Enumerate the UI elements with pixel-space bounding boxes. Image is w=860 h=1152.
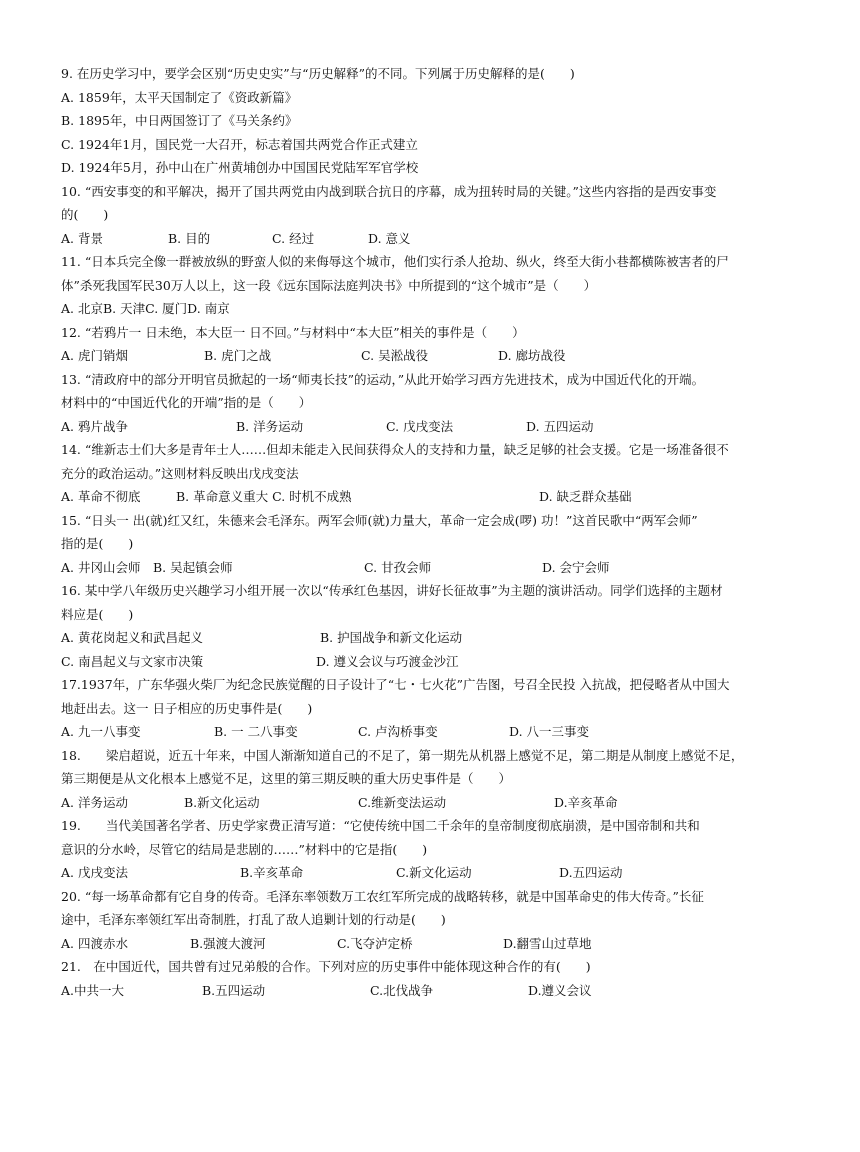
question-13-stem-line2: 材料中的“中国近代化的开端”指的是（ ） [61, 395, 312, 410]
question-21-option-c: C.北伐战争 [370, 983, 434, 998]
question-10-option-d: D. 意义 [368, 231, 411, 246]
question-21-option-a: A.中共一大 [61, 983, 125, 998]
question-13-option-c: C. 戊戌变法 [386, 419, 454, 434]
question-12-stem: 12. “若鸦片一 日未绝，本大臣一 日不回。”与材料中“本大臣”相关的事件是（ ） [61, 325, 525, 340]
question-14-stem-line2: 充分的政治运动。”这则材料反映出戊戌变法 [61, 466, 299, 481]
question-18-option-b: B.新文化运动 [184, 795, 260, 810]
question-9-option-a: A. 1859年，太平天国制定了《资政新篇》 [61, 90, 298, 105]
question-19-option-c: C.新文化运动 [396, 865, 472, 880]
question-18-stem-line1: 18. 梁启超说，近五十年来，中国人渐渐知道自己的不足了，第一期先从机器上感觉不足，第二期是从制度上感觉不足， [61, 748, 744, 763]
question-12-option-c: C. 吴淞战役 [361, 348, 429, 363]
question-17-option-c: C. 卢沟桥事变 [358, 724, 438, 739]
question-14-option-a: A. 革命不彻底 [61, 489, 141, 504]
question-15-option-c: C. 甘孜会师 [364, 560, 432, 575]
question-13-option-a: A. 鸦片战争 [61, 419, 128, 434]
question-11-stem-line2: 体”杀死我国军民30万人以上，这一段《远东国际法庭判决书》中所提到的“这个城市”是（ ） [61, 278, 597, 293]
question-18-option-c: C.维新变法运动 [358, 795, 447, 810]
question-21-options [61, 983, 801, 999]
question-11-options: A. 北京B. 天津C. 厦门D. 南京 [61, 301, 230, 316]
question-16-option-b: B. 护国战争和新文化运动 [320, 630, 463, 645]
question-15-options [61, 560, 801, 576]
question-16-stem-line2: 料应是( ) [61, 607, 134, 622]
question-13-options [61, 419, 801, 435]
question-19-option-a: A. 戊戌变法 [61, 865, 128, 880]
question-10-stem-line1: 10. “西安事变的和平解决，揭开了国共两党由内战到联合抗日的序幕，成为扭转时局的关键。”这些内容指的是西安事变 [61, 184, 717, 199]
question-19-option-d: D.五四运动 [559, 865, 623, 880]
question-17-options [61, 724, 801, 740]
question-10-options [61, 231, 801, 247]
question-15-stem-line1: 15. “日头一 出(就)红又红，朱德来会毛泽东。两军会师(就)力量大，革命一定会成(啰) 功！”这首民歌中“两军会师” [61, 513, 698, 528]
question-9-option-d: D. 1924年5月，孙中山在广州黄埔创办中国国民党陆军军官学校 [61, 160, 419, 175]
question-10-option-c: C. 经过 [272, 231, 315, 246]
question-16-options-row1 [61, 630, 801, 646]
question-9-stem: 9. 在历史学习中，要学会区别“历史史实”与“历史解释”的不同。下列属于历史解释的是( ) [61, 66, 575, 81]
question-14-option-d: D. 缺乏群众基础 [539, 489, 632, 504]
question-19-options [61, 865, 801, 881]
question-17-option-d: D. 八一三事变 [509, 724, 590, 739]
question-13-stem-line1: 13. “清政府中的部分开明官员掀起的一场“师夷长技”的运动，”从此开始学习西方先进技术，成为中国近代化的开端。 [61, 372, 705, 387]
question-17-option-a: A. 九一八事变 [61, 724, 141, 739]
question-11-stem-line1: 11. “日本兵完全像一群被放纵的野蛮人似的来侮辱这个城市，他们实行杀人抢劫、纵火，终至大街小巷都横陈被害者的尸 [61, 254, 729, 269]
question-9-option-b: B. 1895年，中日两国签订了《马关条约》 [61, 113, 298, 128]
question-18-option-a: A. 洋务运动 [61, 795, 128, 810]
question-18-stem-line2: 第三期便是从文化根本上感觉不足，这里的第三期反映的重大历史事件是（ ） [61, 771, 512, 786]
question-16-options-row2 [61, 654, 801, 670]
question-12-option-b: B. 虎门之战 [204, 348, 272, 363]
question-21-option-b: B.五四运动 [202, 983, 266, 998]
question-18-option-d: D.辛亥革命 [554, 795, 618, 810]
question-16-option-a: A. 黄花岗起义和武昌起义 [61, 630, 203, 645]
question-14-option-b-c: B. 革命意义重大 C. 时机不成熟 [176, 489, 352, 504]
question-9-option-c: C. 1924年1月，国民党一大召开，标志着国共两党合作正式建立 [61, 137, 418, 152]
question-15-stem-line2: 指的是( ) [61, 536, 134, 551]
question-16-stem-line1: 16. 某中学八年级历史兴趣学习小组开展一次以“传承红色基因，讲好长征故事”为主题的演讲活动。同学们选择的主题材 [61, 583, 723, 598]
question-20-option-b: B.强渡大渡河 [190, 936, 266, 951]
question-14-options [61, 489, 801, 505]
question-12-option-a: A. 虎门销烟 [61, 348, 128, 363]
question-12-options [61, 348, 801, 364]
question-15-option-a-b: A. 井冈山会师 B. 吴起镇会师 [61, 560, 233, 575]
question-10-stem-line2: 的( ) [61, 207, 109, 222]
question-17-option-b: B. 一 二八事变 [214, 724, 298, 739]
question-20-stem-line2: 途中，毛泽东率领红军出奇制胜，打乱了敌人追剿计划的行动是( ) [61, 912, 446, 927]
question-12-option-d: D. 廊坊战役 [498, 348, 566, 363]
question-15-option-d: D. 会宁会师 [542, 560, 610, 575]
question-20-stem-line1: 20. “每一场革命都有它自身的传奇。毛泽东率领数万工农红军所完成的战略转移，就是中国革命史的伟大传奇。”长征 [61, 889, 704, 904]
question-20-option-d: D.翻雪山过草地 [503, 936, 592, 951]
question-19-stem-line1: 19. 当代美国著名学者、历史学家费正清写道：“它使传统中国二千余年的皇帝制度彻底崩溃，是中国帝制和共和 [61, 818, 700, 833]
question-14-stem-line1: 14. “维新志士们大多是青年士人……但却未能走入民间获得众人的支持和力量，缺乏足够的社会支援。它是一场准备很不 [61, 442, 729, 457]
question-10-option-a: A. 背景 [61, 231, 103, 246]
question-21-option-d: D.遵义会议 [528, 983, 592, 998]
question-19-stem-line2: 意识的分水岭，尽管它的结局是悲剧的……”材料中的它是指( ) [61, 842, 428, 857]
question-16-option-c: C. 南昌起义与文家市决策 [61, 654, 204, 669]
question-13-option-b: B. 洋务运动 [236, 419, 304, 434]
question-20-option-a: A. 四渡赤水 [61, 936, 128, 951]
question-16-option-d: D. 遵义会议与巧渡金沙江 [316, 654, 459, 669]
question-13-option-d: D. 五四运动 [526, 419, 594, 434]
question-20-options [61, 936, 801, 952]
question-21-stem: 21. 在中国近代，国共曾有过兄弟般的合作。下列对应的历史事件中能体现这种合作的有( ) [61, 959, 591, 974]
question-17-stem-line1: 17.1937年，广东华强火柴厂为纪念民族觉醒的日子设计了“七・七火花”广告图，号召全民投 入抗战，把侵略者从中国大 [61, 677, 730, 692]
question-18-options [61, 795, 801, 811]
question-10-option-b: B. 目的 [168, 231, 211, 246]
question-17-stem-line2: 地赶出去。这一 日子相应的历史事件是( ) [61, 701, 313, 716]
question-20-option-c: C.飞夺泸定桥 [337, 936, 413, 951]
question-19-option-b: B.辛亥革命 [240, 865, 304, 880]
